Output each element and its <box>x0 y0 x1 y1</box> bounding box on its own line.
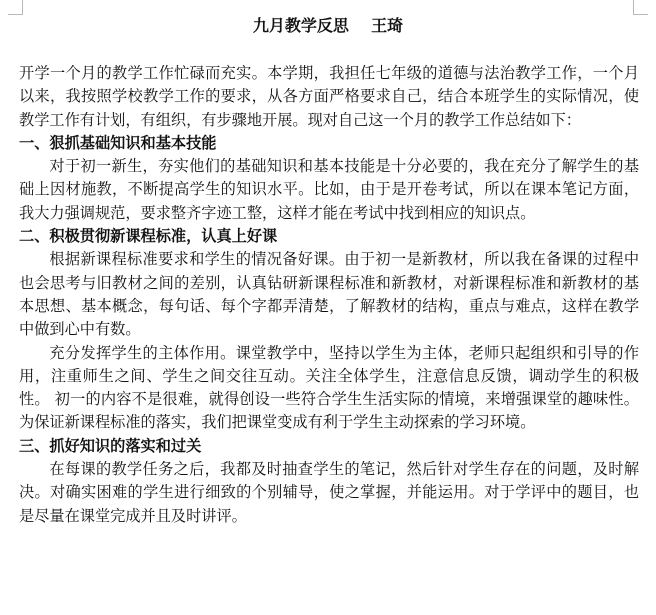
section-1-paragraph-1: 对于初一新生，夯实他们的基础知识和基本技能是十分必要的，我在充分了解学生的基础上因材施教，不断提高学生的知识水平。比如，由于是开卷考试，所以在课本笔记方面，我大力强调规范，要求整齐字迹工整，这样才能在考试中找到相应的知识点。 <box>19 157 639 222</box>
section-2-paragraph-2: 充分发挥学生的主体作用。课堂教学中，坚持以学生为主体，老师只起组织和引导的作用，注重师生之间、学生之间交往互动。关注全体学生，注意信息反馈，调动学生的积极性。 初一的内容不是很难，就得创设一些符合学生生活实际的情境，来增强课堂的趣味性。为保证新课程标准的落实，我们把课堂变成有利于学生主动探索的学习环境。 <box>19 343 639 432</box>
section-2-paragraph-1: 根据新课程标准要求和学生的情况备好课。由于初一是新教材，所以我在备课的过程中也会思考与旧教材之间的差别，认真钻研新课程标准和新教材，对新课程标准和新教材的基本思想、基本概念，每句话、每个字都弄清楚，了解教材的结构，重点与难点，这样在教学中做到心中有数。 <box>19 250 639 339</box>
intro-paragraph: 开学一个月的教学工作忙碌而充实。本学期，我担任七年级的道德与法治教学工作，一个月以来，我按照学校教学工作的要求，从各方面严格要求自己，结合本班学生的实际情况，使教学工作有计划，有组织，有步骤地开展。现对自己这一个月的教学工作总结如下： <box>19 64 639 129</box>
document-body <box>19 62 639 528</box>
document-title: 九月教学反思 王琦 <box>252 16 404 35</box>
section-heading-1: 一、狠抓基础知识和基本技能 <box>19 133 217 152</box>
margin-corner-mark-left <box>8 0 23 15</box>
section-heading-2: 二、积极贯彻新课程标准，认真上好课 <box>19 227 278 246</box>
section-3-paragraph-1: 在每课的教学任务之后，我都及时抽查学生的笔记，然后针对学生存在的问题，及时解决。对确实困难的学生进行细致的个别辅导，使之掌握，并能运用。对于学评中的题目，也是尽量在课堂完成并且及时讲评。 <box>19 460 639 525</box>
margin-corner-mark-right <box>633 0 648 15</box>
section-heading-3: 三、抓好知识的落实和过关 <box>19 436 202 455</box>
